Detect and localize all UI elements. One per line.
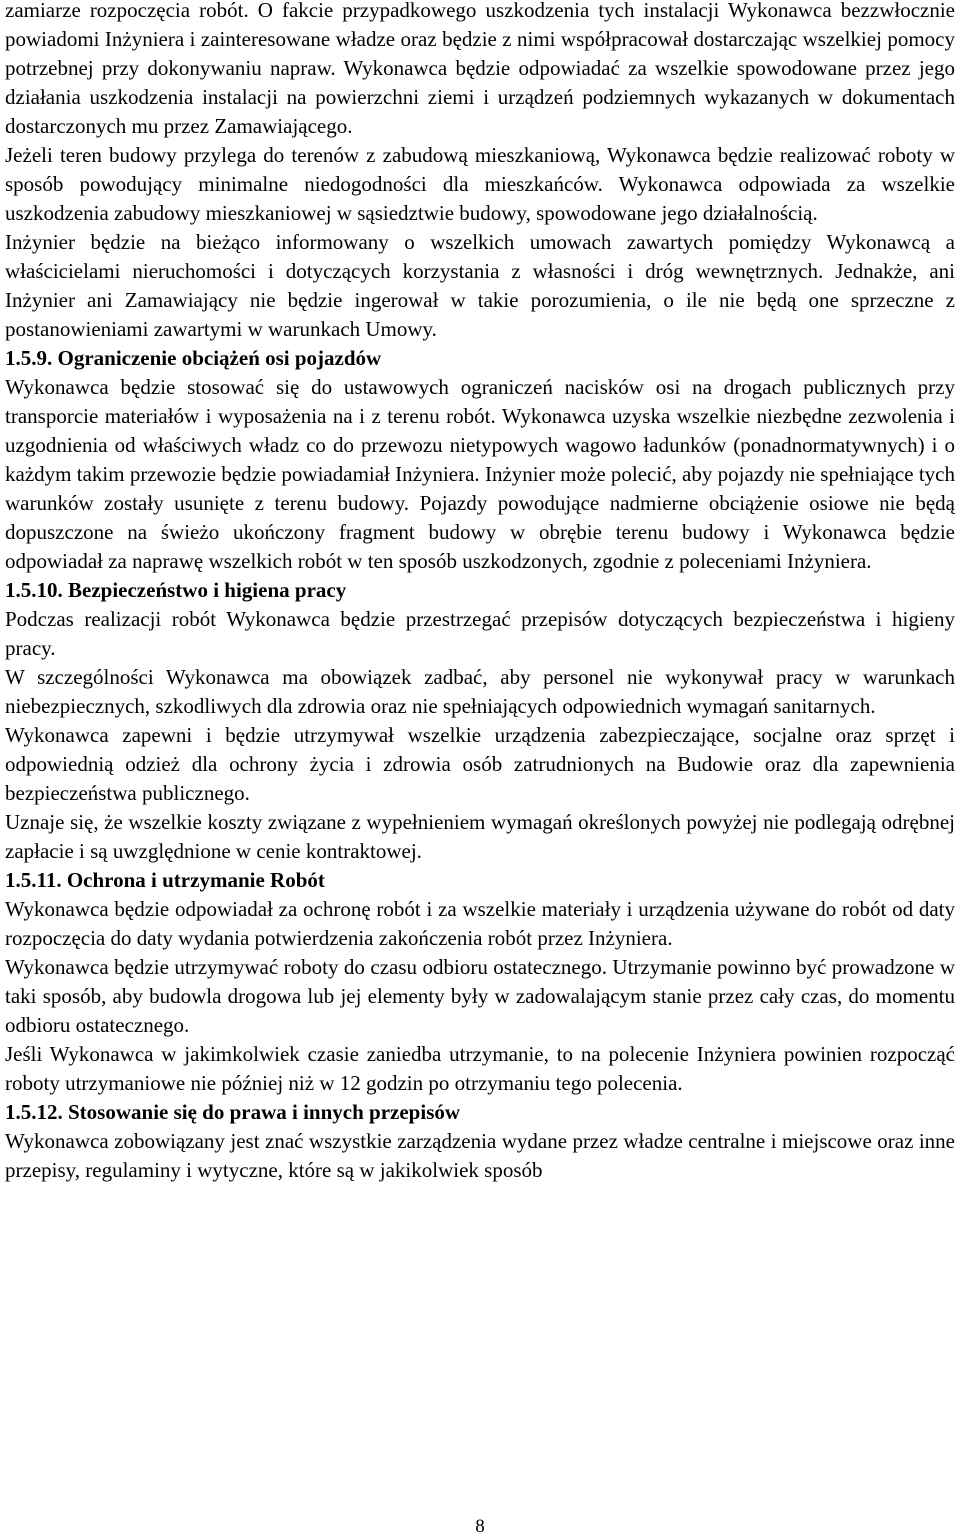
document-page [5, 0, 955, 1185]
paragraph-axle-load: Wykonawca będzie stosować się do ustawowych ograniczeń nacisków osi na drogach publicznych przy transporcie materiałów i wyposażenia na i z terenu robót. Wykonawca uzyska wszelkie niezbędne zezwolenia i uzgodnienia od właściwych władz co do przewozu nietypowych wagowo ładunków (ponadnormatywnych) i o każdym takim przewozie będzie powiadamiał Inżyniera. Inżynier może polecić, aby pojazdy nie spełniające tych warunków zostały usunięte z terenu budowy. Pojazdy powodujące nadmierne obciążenie osiowe nie będą dopuszczone na świeżo ukończony fragment budowy w obrębie terenu budowy i Wykonawca będzie odpowiadał za naprawę wszelkich robót w ten sposób uszkodzonych, zgodnie z poleceniami Inżyniera. [5, 375, 955, 573]
heading-law-compliance: 1.5.12. Stosowanie się do prawa i innych przepisów [5, 1100, 461, 1124]
paragraph-damage-notification: zamiarze rozpoczęcia robót. O fakcie przypadkowego uszkodzenia tych instalacji Wykonawca bezzwłocznie powiadomi Inżyniera i zainteresowane władze oraz będzie z nimi współpracował dostarczając wszelkiej pomocy potrzebnej przy dokonywaniu napraw. Wykonawca będzie odpowiadać za wszelkie spowodowane przez jego działania uszkodzenia instalacji na powierzchni ziemi i urządzeń podziemnych wykazanych w dokumentach dostarczonych mu przez Zamawiającego. [5, 0, 955, 138]
heading-works-protection: 1.5.11. Ochrona i utrzymanie Robót [5, 868, 325, 892]
heading-axle-load-limits: 1.5.9. Ograniczenie obciążeń osi pojazdów [5, 346, 382, 370]
paragraph-works-maintenance: Wykonawca będzie utrzymywać roboty do czasu odbioru ostatecznego. Utrzymanie powinno być prowadzone w taki sposób, aby budowla drogowa lub jej elementy były w zadowalającym stanie przez cały czas, do momentu odbioru ostatecznego. [5, 955, 955, 1037]
heading-health-safety: 1.5.10. Bezpieczeństwo i higiena pracy [5, 578, 347, 602]
paragraph-works-protection: Wykonawca będzie odpowiadał za ochronę robót i za wszelkie materiały i urządzenia używane do robót od daty rozpoczęcia do daty wydania potwierdzenia zakończenia robót przez Inżyniera. [5, 897, 955, 950]
paragraph-engineer-agreements: Inżynier będzie na bieżąco informowany o wszelkich umowach zawartych pomiędzy Wykonawcą a właścicielami nieruchomości i dotyczących korzystania z własności i dróg wewnętrznych. Jednakże, ani Inżynier ani Zamawiający nie będzie ingerował w takie porozumienia, o ile nie będą one sprzeczne z postanowieniami zawartymi w warunkach Umowy. [5, 230, 955, 341]
paragraph-maintenance-neglect: Jeśli Wykonawca w jakimkolwiek czasie zaniedba utrzymanie, to na polecenie Inżyniera powinien rozpocząć roboty utrzymaniowe nie później niż w 12 godzin po otrzymaniu tego polecenia. [5, 1042, 955, 1095]
paragraph-safety-costs: Uznaje się, że wszelkie koszty związane z wypełnieniem wymagań określonych powyżej nie podlegają odrębnej zapłacie i są uwzględnione w cenie kontraktowej. [5, 810, 955, 863]
paragraph-residential-area: Jeżeli teren budowy przylega do terenów z zabudową mieszkaniową, Wykonawca będzie realizować roboty w sposób powodujący minimalne niedogodności dla mieszkańców. Wykonawca odpowiada za wszelkie uszkodzenia zabudowy mieszkaniowej w sąsiedztwie budowy, spowodowane jego działalnością. [5, 143, 955, 225]
paragraph-safety-equipment: Wykonawca zapewni i będzie utrzymywał wszelkie urządzenia zabezpieczające, socjalne oraz sprzęt i odpowiednią odzież dla ochrony życia i zdrowia osób zatrudnionych na Budowie oraz dla zapewnienia bezpieczeństwa publicznego. [5, 723, 955, 805]
page-number: 8 [475, 1516, 485, 1537]
paragraph-personnel-conditions: W szczególności Wykonawca ma obowiązek zadbać, aby personel nie wykonywał pracy w warunkach niebezpiecznych, szkodliwych dla zdrowia oraz nie spełniających odpowiednich wymagań sanitarnych. [5, 665, 955, 718]
paragraph-law-compliance: Wykonawca zobowiązany jest znać wszystkie zarządzenia wydane przez władze centralne i miejscowe oraz inne przepisy, regulaminy i wytyczne, które są w jakikolwiek sposób [5, 1129, 955, 1182]
paragraph-safety-regulations: Podczas realizacji robót Wykonawca będzie przestrzegać przepisów dotyczących bezpieczeństwa i higieny pracy. [5, 607, 955, 660]
